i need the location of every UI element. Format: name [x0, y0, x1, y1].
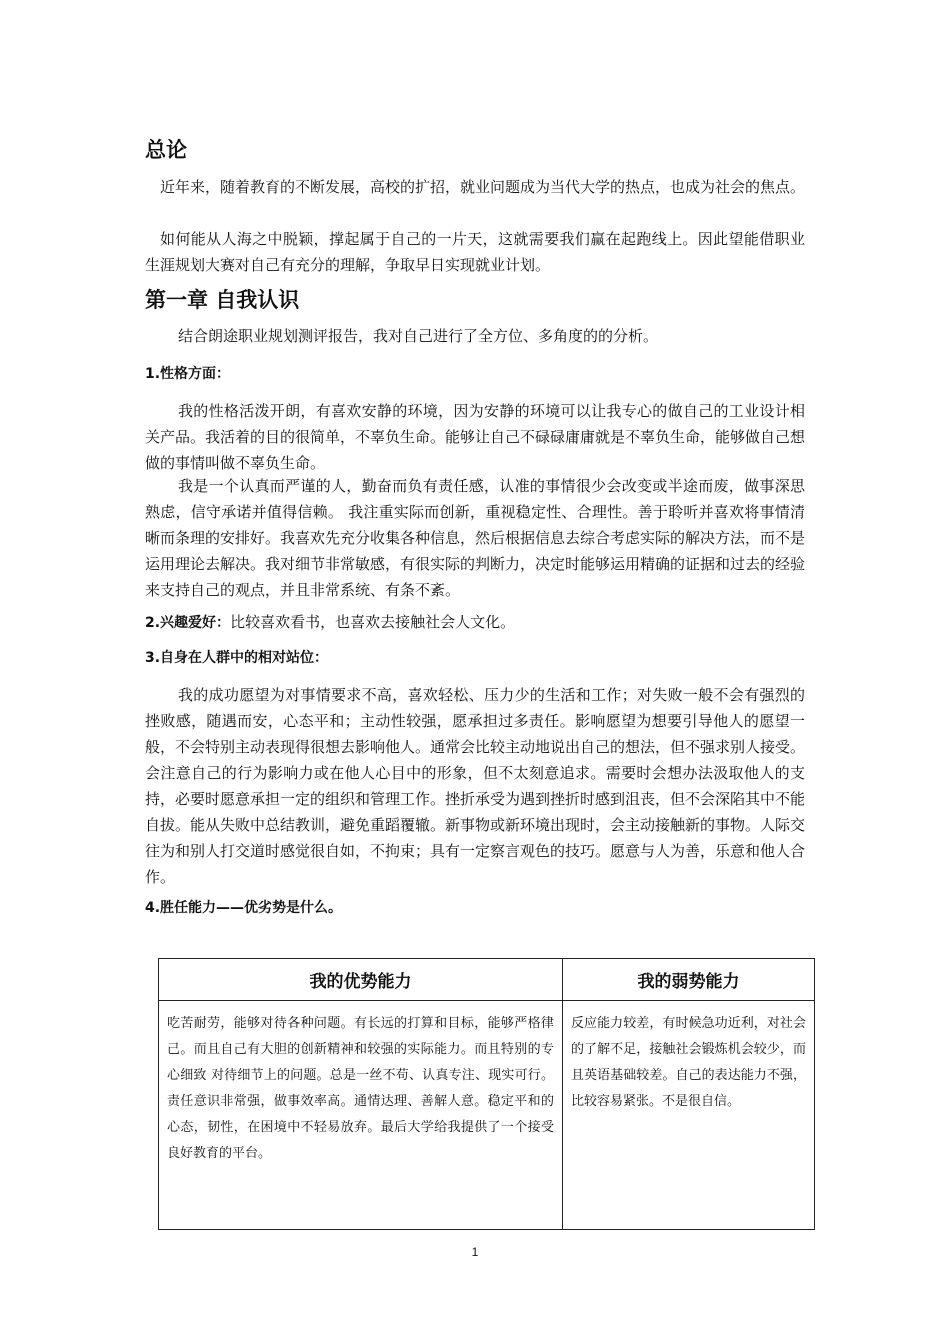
hobbies-label: 2.兴趣爱好： — [145, 615, 231, 631]
page-number: 1 — [471, 1245, 479, 1259]
hobbies-line — [145, 609, 805, 636]
weaknesses-header: 我的弱势能力 — [563, 959, 815, 1001]
overview-paragraph-1: 近年来，随着教育的不断发展，高校的扩招，就业问题成为当代大学的热点，也成为社会的焦点。 — [160, 178, 806, 196]
personality-paragraph-2: 我是一个认真而严谨的人，勤奋而负有责任感，认准的事情很少会改变或半途而废，做事深思熟虑，信守承诺并值得信赖。 我注重实际而创新，重视稳定性、合理性。善于聆听并喜欢将事情清晰而条理的安排好。我喜欢先充分收集各种信息，然后根据信息去综合考虑实际的解决方法，而不是运用理论去解决。我对细节非常敏感，有很实际的判断力，决定时能够运用精确的证据和过去的经验来支持自己的观点，并且非常系统、有条不紊。 — [145, 477, 806, 599]
table-header-row — [159, 959, 815, 1001]
personality-heading: 1.性格方面： — [145, 366, 231, 382]
personality-paragraph-1: 我的性格活泼开朗，有喜欢安静的环境，因为安静的环境可以让我专心的做自己的工业设计相关产品。我活着的目的很简单，不辜负生命。能够让自己不碌碌庸庸就是不辜负生命，能够做自己想做的事情叫做不辜负生命。 — [145, 402, 806, 472]
overview-paragraph-2: 如何能从人海之中脱颖，撑起属于自己的一片天，这就需要我们赢在起跑线上。因此望能借职业 生涯规划大赛对自己有充分的理解，争取早日实现就业计划。 — [145, 230, 805, 274]
chapter1-heading: 第一章 自我认识 — [145, 288, 300, 312]
strengths-header: 我的优势能力 — [159, 959, 563, 1001]
strengths-cell: 吃苦耐劳，能够对待各种问题。有长远的打算和目标，能够严格律己。而且自己有大胆的创新精神和较强的实际能力。而且特别的专心细致 对待细节上的问题。总是一丝不苟、认真专注、现实可行。 责任意识非常强，做事效率高。通情达理、善解人意。稳定平和的心态，韧性，在困境中不轻易放弃。最后大学给我提供了一个接受良好教育的平台。 — [159, 1001, 563, 1230]
table-row — [159, 1001, 815, 1230]
competence-table — [158, 958, 815, 1230]
hobbies-text: 比较喜欢看书，也喜欢去接触社会人文化。 — [230, 613, 516, 631]
chapter1-intro: 结合朗途职业规划测评报告，我对自己进行了全方位、多角度的的分析。 — [178, 327, 659, 345]
position-heading: 3.自身在人群中的相对站位： — [145, 650, 329, 666]
position-paragraph: 我的成功愿望为对事情要求不高，喜欢轻松、压力少的生活和工作；对失败一般不会有强烈的挫败感，随遇而安，心态平和；主动性较强，愿承担过多责任。影响愿望为想要引导他人的愿望一般，不会特别主动表现得很想去影响他人。通常会比较主动地说出自己的想法，但不强求别人接受。会注意自己的行为影响力或在他人心目中的形象，但不太刻意追求。需要时会想办法汲取他人的支持，必要时愿意承担一定的组织和管理工作。挫折承受为遇到挫折时感到沮丧，但不会深陷其中不能自拔。能从失败中总结教训，避免重蹈覆辙。新事物或新环境出现时，会主动接触新的事物。人际交往为和别人打交道时感觉很自如，不拘束；具有一定察言观色的技巧。愿意与人为善，乐意和他人合作。 — [145, 686, 806, 886]
overview-heading: 总论 — [145, 138, 187, 162]
weaknesses-cell: 反应能力较差，有时候急功近利，对社会的了解不足，接触社会锻炼机会较少，而且英语基础较差。自己的表达能力不强，比较容易紧张。不是很自信。 — [563, 1001, 815, 1230]
competence-heading: 4.胜任能力——优劣势是什么。 — [145, 900, 343, 916]
